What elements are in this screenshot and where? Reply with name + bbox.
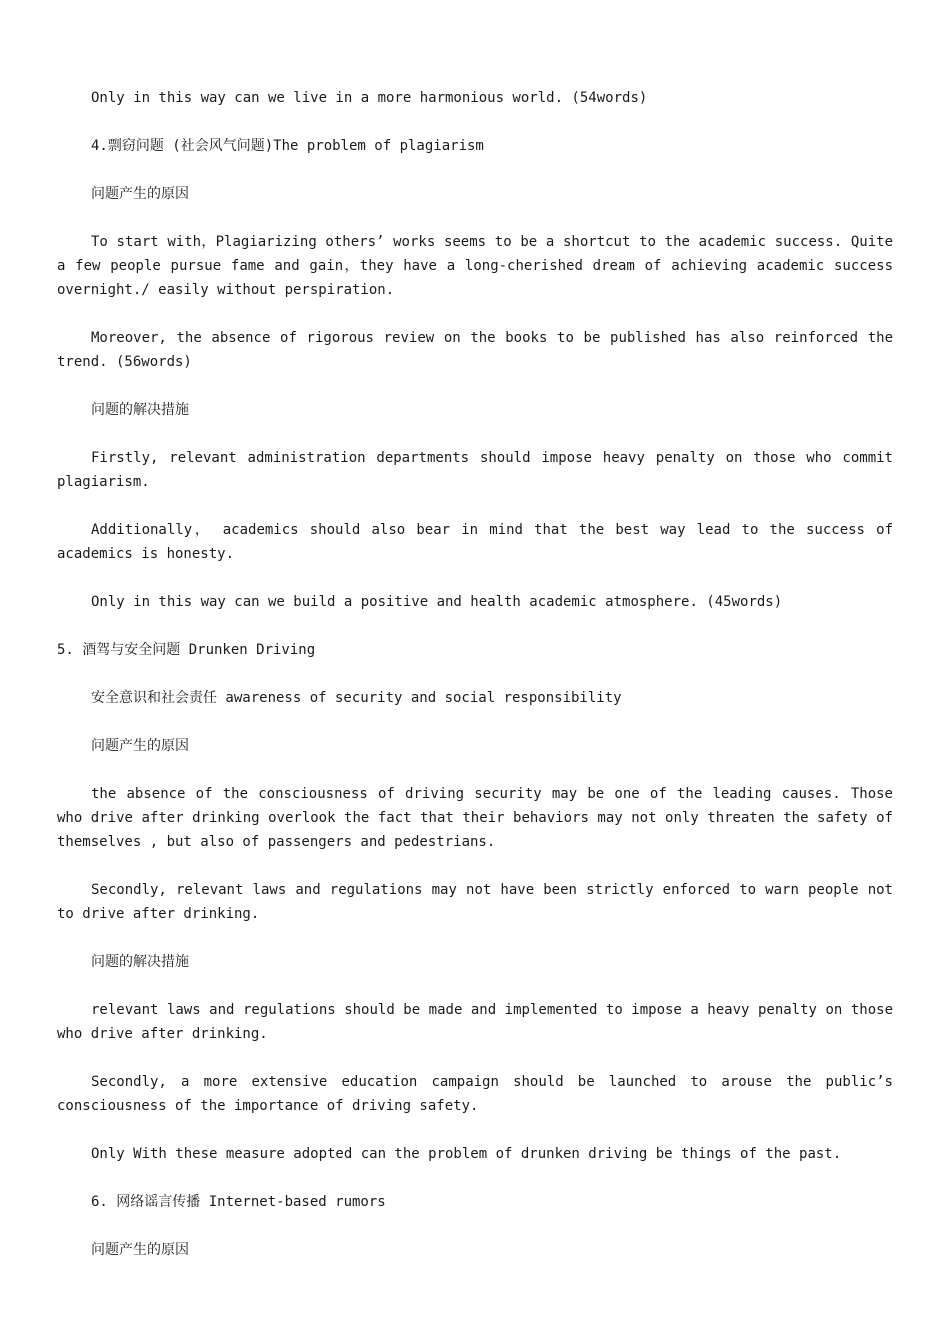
- paragraph-plagiarism-conclusion: Only in this way can we build a positive and health academic atmosphere. (45words): [91, 594, 783, 610]
- subheading-causes: 问题产生的原因: [91, 738, 189, 754]
- document-body: [57, 86, 893, 1286]
- paragraph-plagiarism-cause-1: To start with，Plagiarizing others’ works seems to be a shortcut to the academic success. Quite a few people pursue fame and gain，they have a long-cherished dream of achieving academic success overnight./ easily without perspiration.: [57, 234, 893, 298]
- section-heading-plagiarism: 4.剽窃问题 (社会风气问题)The problem of plagiarism: [91, 138, 484, 154]
- paragraph-plagiarism-cause-2: Moreover, the absence of rigorous review on the books to be published has also reinforced the trend. (56words): [57, 330, 893, 370]
- subheading-solutions: 问题的解决措施: [91, 954, 189, 970]
- paragraph-topic-awareness: 安全意识和社会责任 awareness of security and social responsibility: [91, 690, 622, 706]
- paragraph-driving-cause-1: the absence of the consciousness of driving security may be one of the leading causes. Those who drive after drinking overlook the fact that their behaviors may not only threaten the safety of themselves , but also of passengers and pedestrians.: [57, 786, 893, 850]
- subheading-solutions: 问题的解决措施: [91, 402, 189, 418]
- paragraph-driving-conclusion: Only With these measure adopted can the problem of drunken driving be things of the past.: [91, 1146, 842, 1162]
- paragraph-plagiarism-solution-2: Additionally， academics should also bear in mind that the best way lead to the success of academics is honesty.: [57, 522, 893, 562]
- paragraph-driving-solution-2: Secondly, a more extensive education campaign should be launched to arouse the public’s consciousness of the importance of driving safety.: [57, 1074, 893, 1114]
- paragraph-driving-cause-2: Secondly, relevant laws and regulations may not have been strictly enforced to warn people not to drive after drinking.: [57, 882, 893, 922]
- paragraph-conclusion-harmonious: Only in this way can we live in a more harmonious world. (54words): [91, 90, 648, 106]
- section-heading-drunken-driving: 5. 酒驾与安全问题 Drunken Driving: [57, 642, 316, 658]
- subheading-causes: 问题产生的原因: [91, 1242, 189, 1258]
- subheading-causes: 问题产生的原因: [91, 186, 189, 202]
- paragraph-plagiarism-solution-1: Firstly, relevant administration departments should impose heavy penalty on those who commit plagiarism.: [57, 450, 893, 490]
- paragraph-driving-solution-1: relevant laws and regulations should be made and implemented to impose a heavy penalty on those who drive after drinking.: [57, 1002, 893, 1042]
- section-heading-internet-rumors: 6. 网络谣言传播 Internet-based rumors: [91, 1194, 386, 1210]
